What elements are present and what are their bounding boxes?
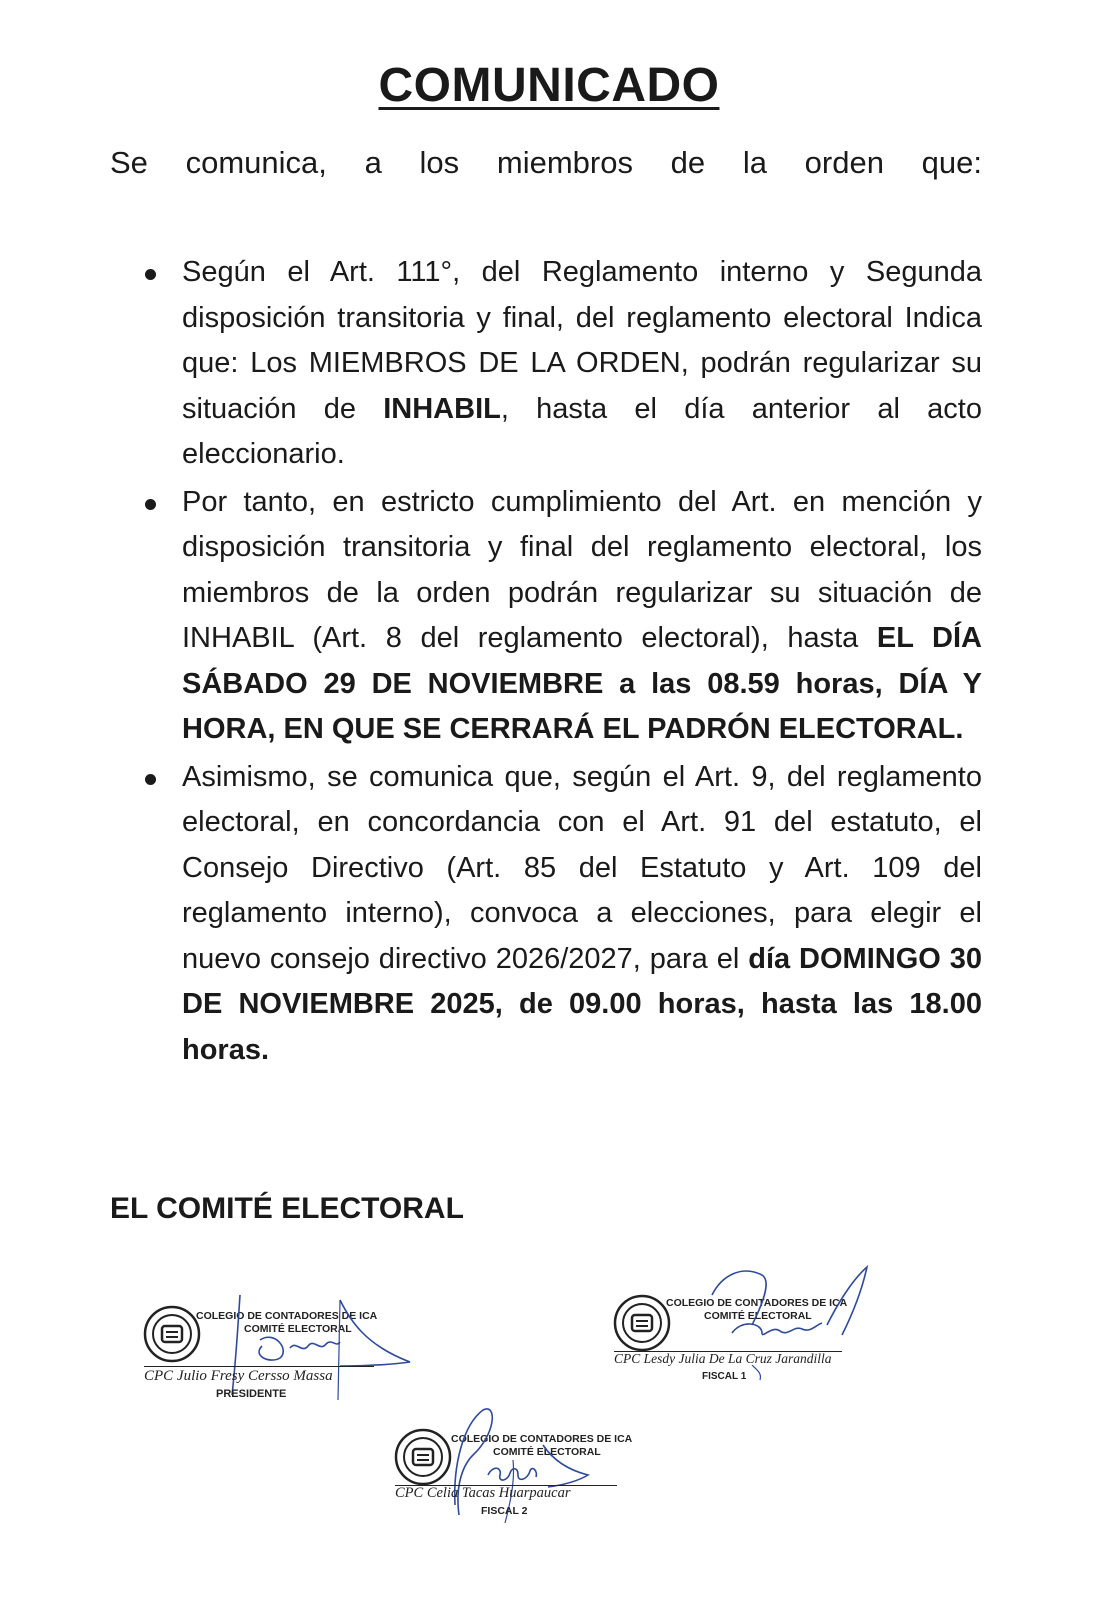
intro-text: Se comunica, a los miembros de la orden que:: [110, 145, 982, 180]
bullet-emphasis: EL DÍA SÁBADO 29 DE NOVIEMBRE a las 08.59 horas, DÍA Y HORA, EN QUE SE CERRARÁ EL PADRÓN ELECTORAL.: [182, 622, 982, 745]
bullet-item: [140, 480, 982, 753]
signature-role-fiscal-1: FISCAL 1: [702, 1371, 747, 1382]
bullet-emphasis: INHABIL: [383, 392, 501, 425]
stamp-line-1: COLEGIO DE CONTADORES DE ICA: [666, 1297, 848, 1309]
signature-block-president: [140, 1290, 430, 1400]
signature-name-president: CPC Julio Fresy Cersso Massa: [144, 1368, 333, 1384]
bullet-item: [140, 250, 982, 478]
bullet-dot-icon: [145, 499, 156, 510]
handwritten-signature-icon: [393, 1405, 683, 1530]
signature-role-president: PRESIDENTE: [216, 1388, 287, 1400]
stamp-line-2: COMITÉ ELECTORAL: [704, 1310, 812, 1322]
bullet-list: [140, 250, 982, 1075]
signature-name-fiscal-1: CPC Lesdy Julia De La Cruz Jarandilla: [614, 1351, 832, 1366]
stamp-line-1: COLEGIO DE CONTADORES DE ICA: [451, 1433, 633, 1445]
signature-block-fiscal-1: [612, 1265, 902, 1385]
stamp-line-1: COLEGIO DE CONTADORES DE ICA: [196, 1310, 378, 1322]
bullet-text: Asimismo, se comunica que, según el Art. 9, del reglamento electoral, en concordancia con el Art. 91 del estatuto, el Consejo Directivo (Art. 85 del Estatuto y Art. 109 del reglamento interno), convoca a elecciones, para elegir el nuevo consejo directivo 2026/2027, para el: [182, 760, 982, 975]
stamp-line-2: COMITÉ ELECTORAL: [493, 1446, 601, 1458]
stamp-line-2: COMITÉ ELECTORAL: [244, 1323, 352, 1335]
bullet-text-end: , hasta el día anterior al acto eleccionario.: [182, 392, 982, 470]
signature-name-fiscal-2: CPC Celia Tacas Huarpaucar: [395, 1485, 571, 1501]
bullet-text: Por tanto, en estricto cumplimiento del Art. en mención y disposición transitoria y final del reglamento electoral, los miembros de la orden podrán regularizar su situación de INHABIL (Art. 8 del reglamento electoral), hasta: [182, 485, 982, 654]
signature-block-fiscal-2: [393, 1405, 683, 1530]
bullet-item: [140, 755, 982, 1074]
bullet-text: Según el Art. 111°, del Reglamento interno y Segunda disposición transitoria y final, del reglamento electoral Indica que: Los MIEMBROS DE LA ORDEN, podrán regularizar su situación de: [182, 256, 982, 425]
handwritten-signature-icon: [612, 1265, 902, 1385]
document-title: COMUNICADO: [378, 59, 720, 112]
committee-heading: EL COMITÉ ELECTORAL: [110, 1192, 464, 1225]
bullet-emphasis: día DOMINGO 30 DE NOVIEMBRE 2025, de 09.00 horas, hasta las 18.00 horas.: [182, 942, 982, 1066]
signature-role-fiscal-2: FISCAL 2: [481, 1505, 528, 1517]
bullet-dot-icon: [145, 269, 156, 280]
bullet-dot-icon: [145, 774, 156, 785]
